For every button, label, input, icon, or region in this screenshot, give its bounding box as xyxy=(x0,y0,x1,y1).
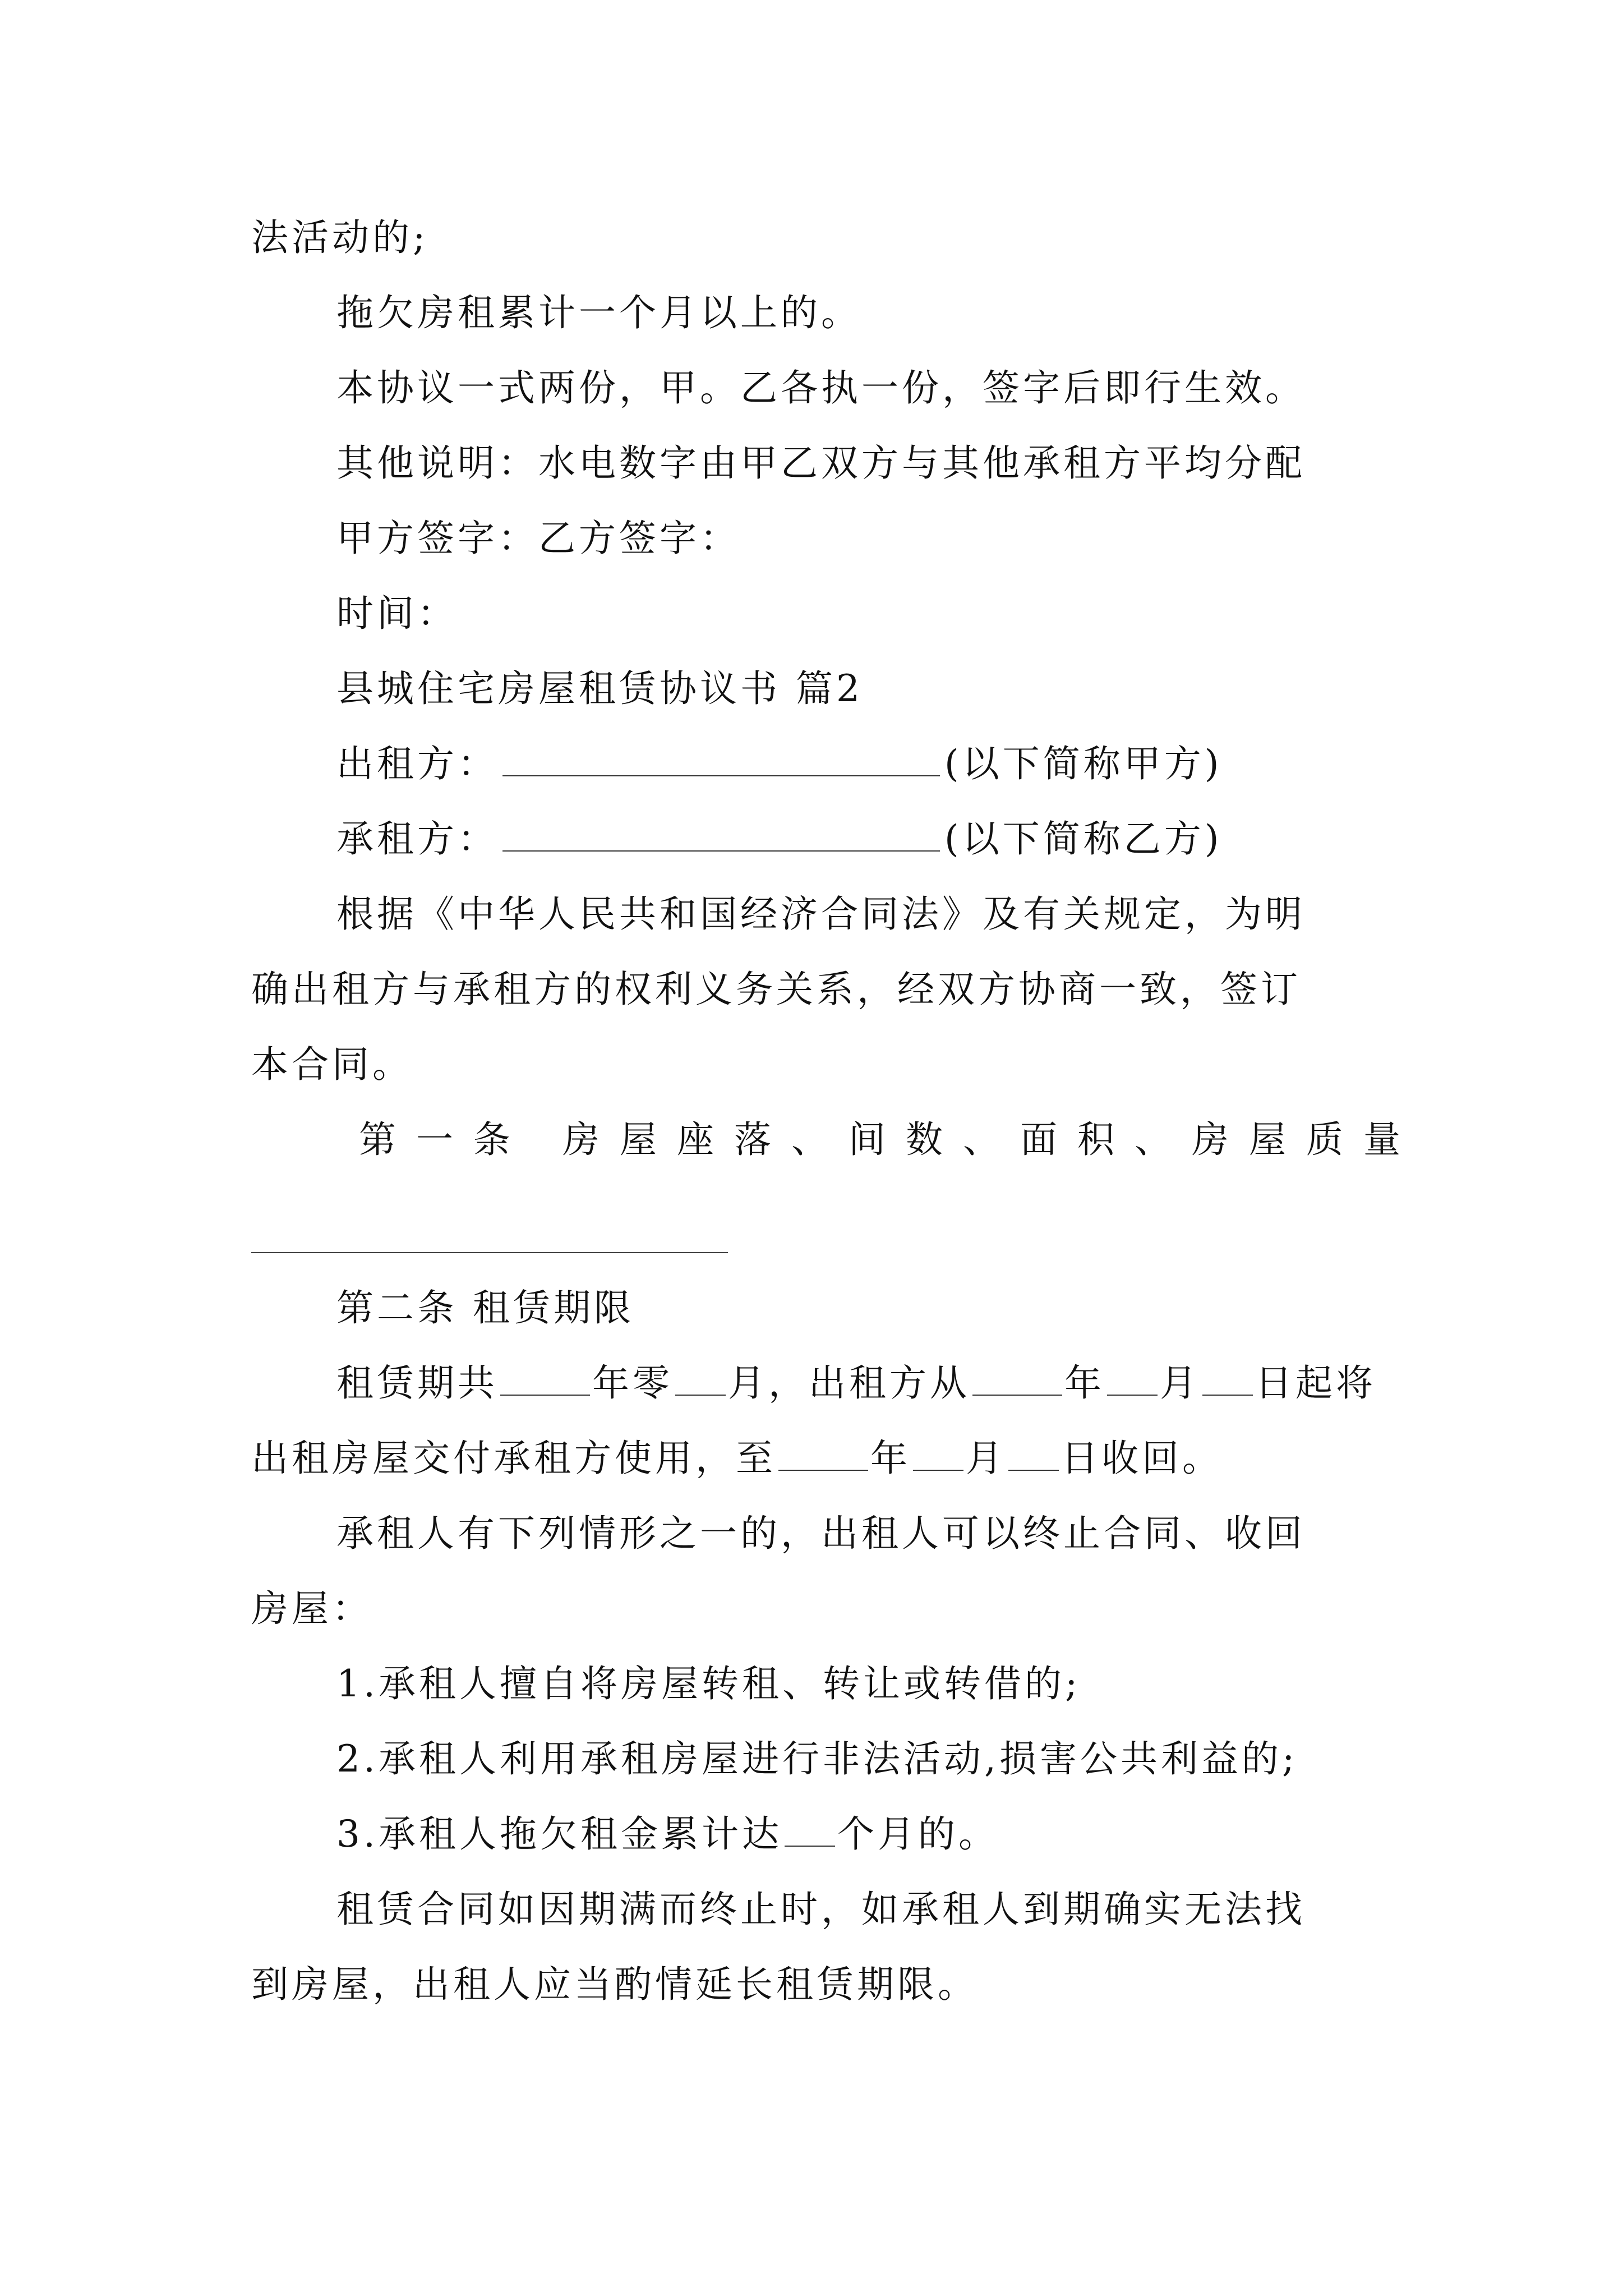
term-text: 日起将 xyxy=(1255,1361,1376,1405)
signature-line: 甲方签字：乙方签字： xyxy=(336,517,740,560)
article-2-heading: 第二条 租赁期限 xyxy=(336,1286,634,1329)
term-text: 出租房屋交付承租方使用，至 xyxy=(251,1437,776,1480)
term-line-1 xyxy=(336,1361,1376,1406)
text-line: 法活动的; xyxy=(251,216,429,259)
lessee-blank xyxy=(502,818,940,852)
date-line: 时间： xyxy=(336,592,458,635)
termination-line: 房屋： xyxy=(251,1587,372,1630)
lessor-blank xyxy=(502,743,940,776)
lessor-label: 出租方： xyxy=(336,742,498,785)
article-1-heading: 第一条 房屋座落、间数、面积、房屋质量 xyxy=(359,1118,1421,1161)
list-item: 2.承租人利用承租房屋进行非法活动,损害公共利益的; xyxy=(336,1737,1298,1780)
term-text: 月，出租方从 xyxy=(728,1361,970,1405)
start-day-blank xyxy=(1202,1362,1253,1396)
item-text: 个月的。 xyxy=(837,1812,999,1856)
lessor-line xyxy=(336,742,1223,786)
item-text: 3.承租人拖欠租金累计达 xyxy=(336,1812,782,1856)
term-text: 月 xyxy=(1160,1361,1200,1405)
text-line: 其他说明：水电数字由甲乙双方与其他承租方平均分配 xyxy=(336,441,1306,485)
termination-line: 承租人有下列情形之一的，出租人可以终止合同、收回 xyxy=(336,1512,1306,1555)
months-blank xyxy=(675,1362,726,1396)
intro-line: 根据《中华人民共和国经济合同法》及有关规定，为明 xyxy=(336,892,1306,936)
term-text: 月 xyxy=(966,1437,1006,1480)
end-year-blank xyxy=(778,1437,868,1471)
lessee-line xyxy=(336,817,1223,862)
term-text: 租赁期共 xyxy=(336,1361,498,1405)
years-blank xyxy=(500,1362,590,1396)
text-line: 拖欠房租累计一个月以上的。 xyxy=(336,291,861,334)
term-text: 年 xyxy=(1064,1361,1105,1405)
end-month-blank xyxy=(913,1437,963,1471)
term-text: 年 xyxy=(870,1437,911,1480)
arrears-months-blank xyxy=(785,1813,835,1847)
list-item xyxy=(336,1812,999,1857)
term-text: 日收回。 xyxy=(1061,1437,1223,1480)
lessee-suffix: (以下简称乙方) xyxy=(944,817,1223,861)
start-year-blank xyxy=(972,1362,1062,1396)
text-line: 本协议一式两份，甲。乙各执一份，签字后即行生效。 xyxy=(336,366,1306,409)
term-line-2 xyxy=(251,1436,1223,1481)
term-text: 年零 xyxy=(592,1361,673,1405)
intro-line: 本合同。 xyxy=(251,1043,413,1086)
lessee-label: 承租方： xyxy=(336,817,498,861)
start-month-blank xyxy=(1107,1362,1158,1396)
expiry-line: 租赁合同如因期满而终止时，如承租人到期确实无法找 xyxy=(336,1888,1306,1931)
lessor-suffix: (以下简称甲方) xyxy=(944,742,1223,785)
section-heading: 县城住宅房屋租赁协议书 篇2 xyxy=(336,667,863,710)
list-item: 1.承租人擅自将房屋转租、转让或转借的; xyxy=(336,1662,1081,1705)
end-day-blank xyxy=(1008,1437,1059,1471)
divider-rule xyxy=(251,1252,728,1253)
intro-line: 确出租方与承租方的权利义务关系，经双方协商一致，签订 xyxy=(251,968,1301,1011)
expiry-line: 到房屋，出租人应当酌情延长租赁期限。 xyxy=(251,1963,978,2006)
